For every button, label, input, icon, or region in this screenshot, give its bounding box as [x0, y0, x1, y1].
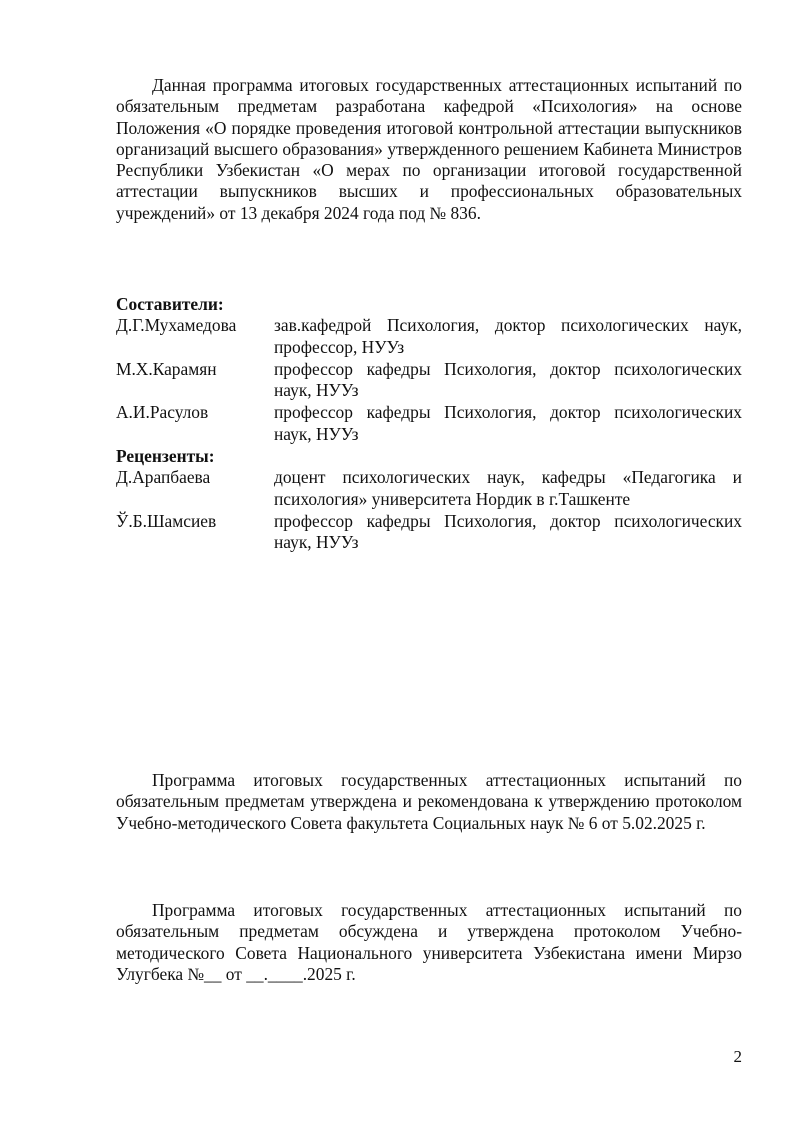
- compiler-entry: [116, 359, 742, 402]
- reviewer-entry: [116, 511, 742, 554]
- faculty-approval-paragraph: [116, 770, 742, 834]
- compiler-name: М.Х.Карамян: [116, 358, 217, 379]
- faculty-approval-text: Программа итоговых государственных аттестационных испытаний по обязательным предметам утверждена и рекомендована к утверждению протоколом Учебно-методического Совета факультета Социальных наук № 6 от 5.02.2025 г.: [116, 770, 742, 833]
- compiler-name: Д.Г.Мухамедова: [116, 315, 237, 336]
- compiler-entry: [116, 315, 742, 358]
- intro-text: Данная программа итоговых государственных аттестационных испытаний по обязательным предметам разработана кафедрой «Психология» на основе Положения «О порядке проведения итоговой контрольной аттестации выпускников организаций высшего образования» утвержденного решением Кабинета Министров Республики Узбекистан «О мерах по организации итоговой государственной аттестации выпускников высших и профессиональных образовательных учреждений» от 13 декабря 2024 года под № 836.: [116, 75, 742, 223]
- reviewers-heading: Рецензенты:: [116, 446, 215, 467]
- reviewer-role: профессор кафедры Психология, доктор психологических наук, НУУз: [274, 510, 742, 553]
- compiler-role: профессор кафедры Психология, доктор психологических наук, НУУз: [274, 402, 742, 444]
- page-number: 2: [733, 1047, 742, 1066]
- reviewer-name: Д.Арапбаева: [116, 467, 211, 488]
- reviewer-name: Ў.Б.Шамсиев: [116, 510, 217, 531]
- reviewer-entry: [116, 467, 742, 510]
- compiler-name: А.И.Расулов: [116, 402, 209, 423]
- compiler-entry: [116, 402, 742, 445]
- reviewer-role: доцент психологических наук, кафедры «Педагогика и психология» университета Нордик в г.Ташкенте: [274, 467, 742, 509]
- credits-section: [116, 294, 742, 555]
- university-approval-paragraph: [116, 900, 742, 985]
- university-approval-text: Программа итоговых государственных аттестационных испытаний по обязательным предметам обсуждена и утверждена протоколом Учебно-методического Совета Национального университета Узбекистана имени Мирзо Улугбека №__ от __.____.2025 г.: [116, 900, 742, 984]
- intro-paragraph: [116, 75, 742, 224]
- compiler-role: зав.кафедрой Психология, доктор психологических наук, профессор, НУУз: [274, 315, 742, 357]
- compiler-role: профессор кафедры Психология, доктор психологических наук, НУУз: [274, 358, 742, 401]
- compilers-heading: Составители:: [116, 294, 224, 314]
